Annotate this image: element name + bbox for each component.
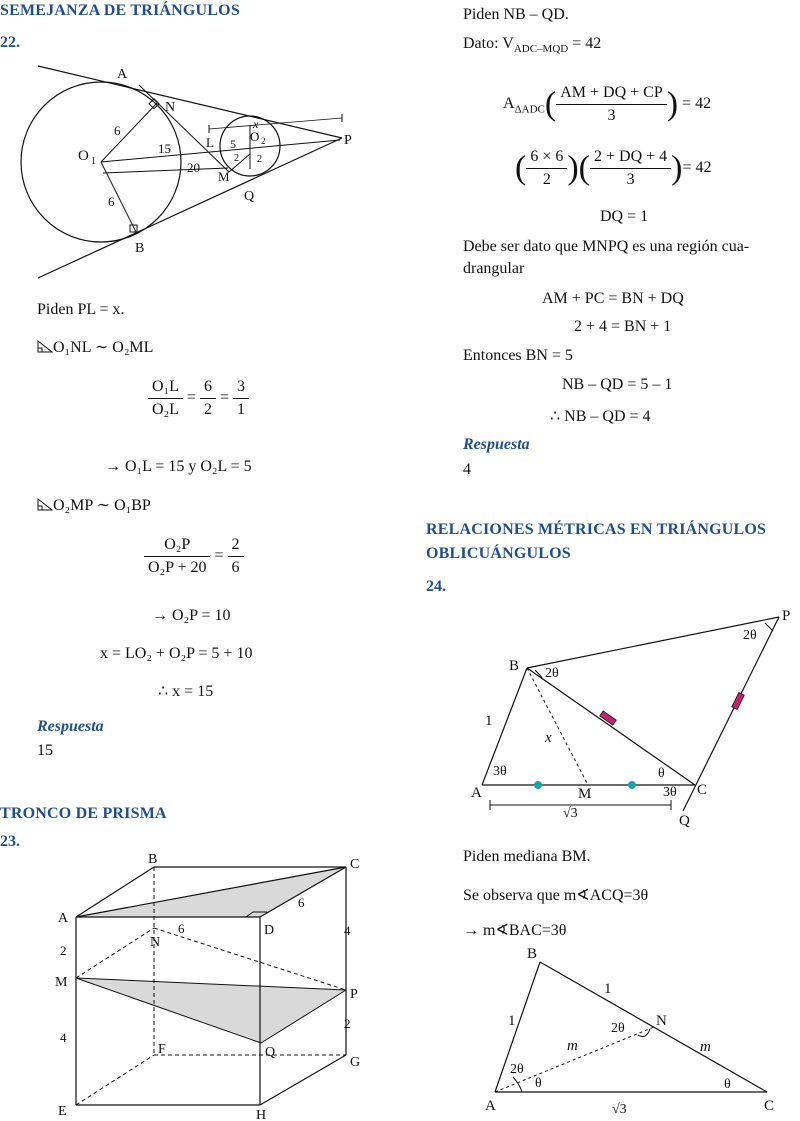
fraction-eq-2: $\frac{\text{O₂P}}{\text{O₂P + 20}}$ = $\frac{2}{6}$: [144, 536, 244, 577]
svg-text:2: 2: [261, 136, 266, 146]
fig24b-label-B: B: [527, 946, 538, 962]
fig24b-label-A: A: [485, 1098, 496, 1114]
fig23-label-Q: Q: [265, 1045, 276, 1060]
answer-value-22: 15: [37, 742, 53, 759]
fig22-seg-2b: 2: [257, 154, 262, 165]
fig24b-angle-N: 2θ: [611, 1021, 625, 1036]
line-o2p: → O₂P = 10: [152, 607, 231, 624]
fig24a-seg-sqrt3: √3: [563, 806, 578, 821]
fig23-label-H: H: [256, 1108, 267, 1121]
fig24a-angle-A: 3θ: [493, 764, 507, 779]
fig24b-angle-A-theta: θ: [535, 1076, 542, 1091]
fig23-seg-4a: 4: [60, 1030, 67, 1045]
section-title-relaciones-1: RELACIONES MÉTRICAS EN TRIÁNGULOS: [426, 521, 767, 538]
figure-22-tangent-circles: [0, 55, 390, 285]
fig23-label-P: P: [350, 987, 358, 1002]
fig23-label-D: D: [264, 923, 275, 938]
fig23-seg-4b: 4: [344, 923, 351, 938]
line-o1l: → O₁L = 15 y O₂L = 5: [105, 458, 252, 475]
fig24b-seg-sqrt3: √3: [612, 1102, 627, 1117]
section-title-semejanza: SEMEJANZA DE TRIÁNGULOS: [0, 2, 240, 19]
fig22-label-L: L: [206, 135, 214, 150]
line-nb-qd-sub: NB – QD = 5 – 1: [562, 376, 673, 393]
fig22-label-O1: O: [78, 148, 89, 164]
problem-number-22: 22.: [0, 34, 20, 51]
fig22-seg-6b: 6: [108, 194, 115, 209]
area-volume-formula: $A_{\Delta ADC}$( $\frac{AM + DQ + CP}{3}$ ) = 42: [503, 84, 712, 124]
section-title-relaciones-2: OBLICUÁNGULOS: [426, 545, 571, 562]
right-triangle-icon: [37, 497, 53, 511]
line-dato-region-1: Debe ser dato que MNPQ es una región cua-: [463, 238, 750, 255]
fig24b-seg-1b: 1: [604, 981, 612, 997]
line-piden-nb-qd: Piden NB – QD.: [463, 6, 569, 23]
fig24b-seg-m2: m: [700, 1039, 711, 1055]
fig24a-angle-P: 2θ: [743, 628, 757, 643]
fig22-seg-x: x: [253, 117, 259, 131]
line-dq: DQ = 1: [600, 208, 649, 225]
fig23-label-E: E: [58, 1104, 67, 1119]
fig23-label-M: M: [55, 975, 68, 990]
svg-text:1: 1: [91, 156, 96, 167]
fig22-label-Q: Q: [244, 189, 255, 204]
line-sum-eq: AM + PC = BN + DQ: [542, 290, 684, 307]
fig23-seg-6b: 6: [298, 895, 305, 910]
fig23-seg-6a: 6: [178, 921, 185, 936]
substitution-formula: ( $\frac{6 \times 6}{2}$ )( $\frac{2 + DQ + 4}{3}$ )= 42: [515, 148, 712, 188]
fig23-label-F: F: [158, 1042, 166, 1057]
fig24a-label-A: A: [471, 785, 482, 801]
figure-24-triangle: [455, 595, 800, 835]
fig24b-label-C: C: [764, 1098, 775, 1114]
fig22-seg-15: 15: [158, 141, 171, 156]
problem-number-23: 23.: [0, 833, 20, 850]
fig23-label-C: C: [350, 857, 360, 872]
fig24b-angle-A-2theta: 2θ: [510, 1062, 524, 1077]
line-angle-bac: → m∢BAC=3θ: [463, 922, 567, 939]
fig23-label-B: B: [148, 852, 158, 867]
fig24b-label-N: N: [656, 1013, 667, 1029]
fig24a-label-B: B: [509, 658, 520, 674]
line-se-observa: Se observa que m∢ACQ=3θ: [463, 887, 649, 904]
fig23-label-G: G: [350, 1055, 361, 1070]
answer-label-23: Respuesta: [463, 436, 530, 453]
line-x-result: ∴ x = 15: [158, 683, 214, 700]
fig24a-seg-x: x: [545, 730, 552, 746]
line-numeric-eq: 2 + 4 = BN + 1: [574, 318, 672, 335]
fig22-label-P: P: [344, 133, 352, 148]
line-entonces-bn: Entonces BN = 5: [463, 347, 573, 364]
line-piden-pl: Piden PL = x.: [37, 301, 125, 318]
fig24a-seg-1: 1: [485, 713, 493, 729]
fig23-seg-2b: 2: [344, 1016, 351, 1031]
fig24a-label-P: P: [782, 608, 791, 624]
fig24a-label-M: M: [578, 786, 592, 802]
fig24a-label-C: C: [697, 782, 708, 798]
fig22-seg-20: 20: [187, 160, 200, 175]
problem-number-24: 24.: [426, 578, 446, 595]
fig23-seg-2a: 2: [60, 943, 67, 958]
line-piden-mediana: Piden mediana BM.: [463, 848, 591, 865]
fig22-label-N: N: [165, 100, 176, 115]
fig24b-angle-C: θ: [724, 1077, 731, 1092]
similarity-1: O₁NL ∼ O₂ML: [37, 337, 153, 357]
right-triangle-icon: [37, 339, 53, 353]
fig23-label-N: N: [150, 935, 161, 950]
answer-label-22: Respuesta: [37, 718, 104, 735]
fig23-label-A: A: [58, 911, 69, 926]
fig22-seg-2a: 2: [234, 153, 239, 164]
section-title-tronco: TRONCO DE PRISMA: [0, 805, 167, 822]
fraction-chain-1: $\frac{\text{O₁L}}{\text{O₂L}}$ = $\frac{6}{2}$ = $\frac{3}{1}$: [148, 378, 249, 419]
fig22-label-O2: O: [250, 129, 260, 144]
fig24a-label-Q: Q: [679, 813, 690, 829]
figure-23-prism: [48, 848, 383, 1121]
fig22-label-M: M: [218, 169, 230, 184]
fig24b-seg-1a: 1: [508, 1013, 516, 1029]
line-dato-volumen: Dato: $V_{ADC-MQD} = 42$: [463, 35, 602, 56]
fig22-label-B: B: [135, 241, 145, 256]
line-dato-region-2: drangular: [463, 260, 525, 277]
fig24a-angle-B: 2θ: [545, 666, 559, 681]
answer-value-23: 4: [463, 461, 471, 478]
fig24a-angle-C-theta: θ: [658, 766, 665, 781]
similarity-2: O₂MP ∼ O₁BP: [37, 495, 151, 515]
fig22-seg-5: 5: [230, 137, 236, 151]
fig22-label-A: A: [117, 67, 128, 82]
fig24b-seg-m1: m: [567, 1038, 578, 1054]
line-x-sum: x = LO₂ + O₂P = 5 + 10: [100, 645, 253, 662]
line-nb-qd-result: ∴ NB – QD = 4: [550, 408, 651, 425]
fig22-seg-6a: 6: [114, 123, 121, 138]
fig24a-angle-C-3theta: 3θ: [663, 785, 677, 800]
figure-24-auxiliary-triangle: [480, 945, 785, 1121]
